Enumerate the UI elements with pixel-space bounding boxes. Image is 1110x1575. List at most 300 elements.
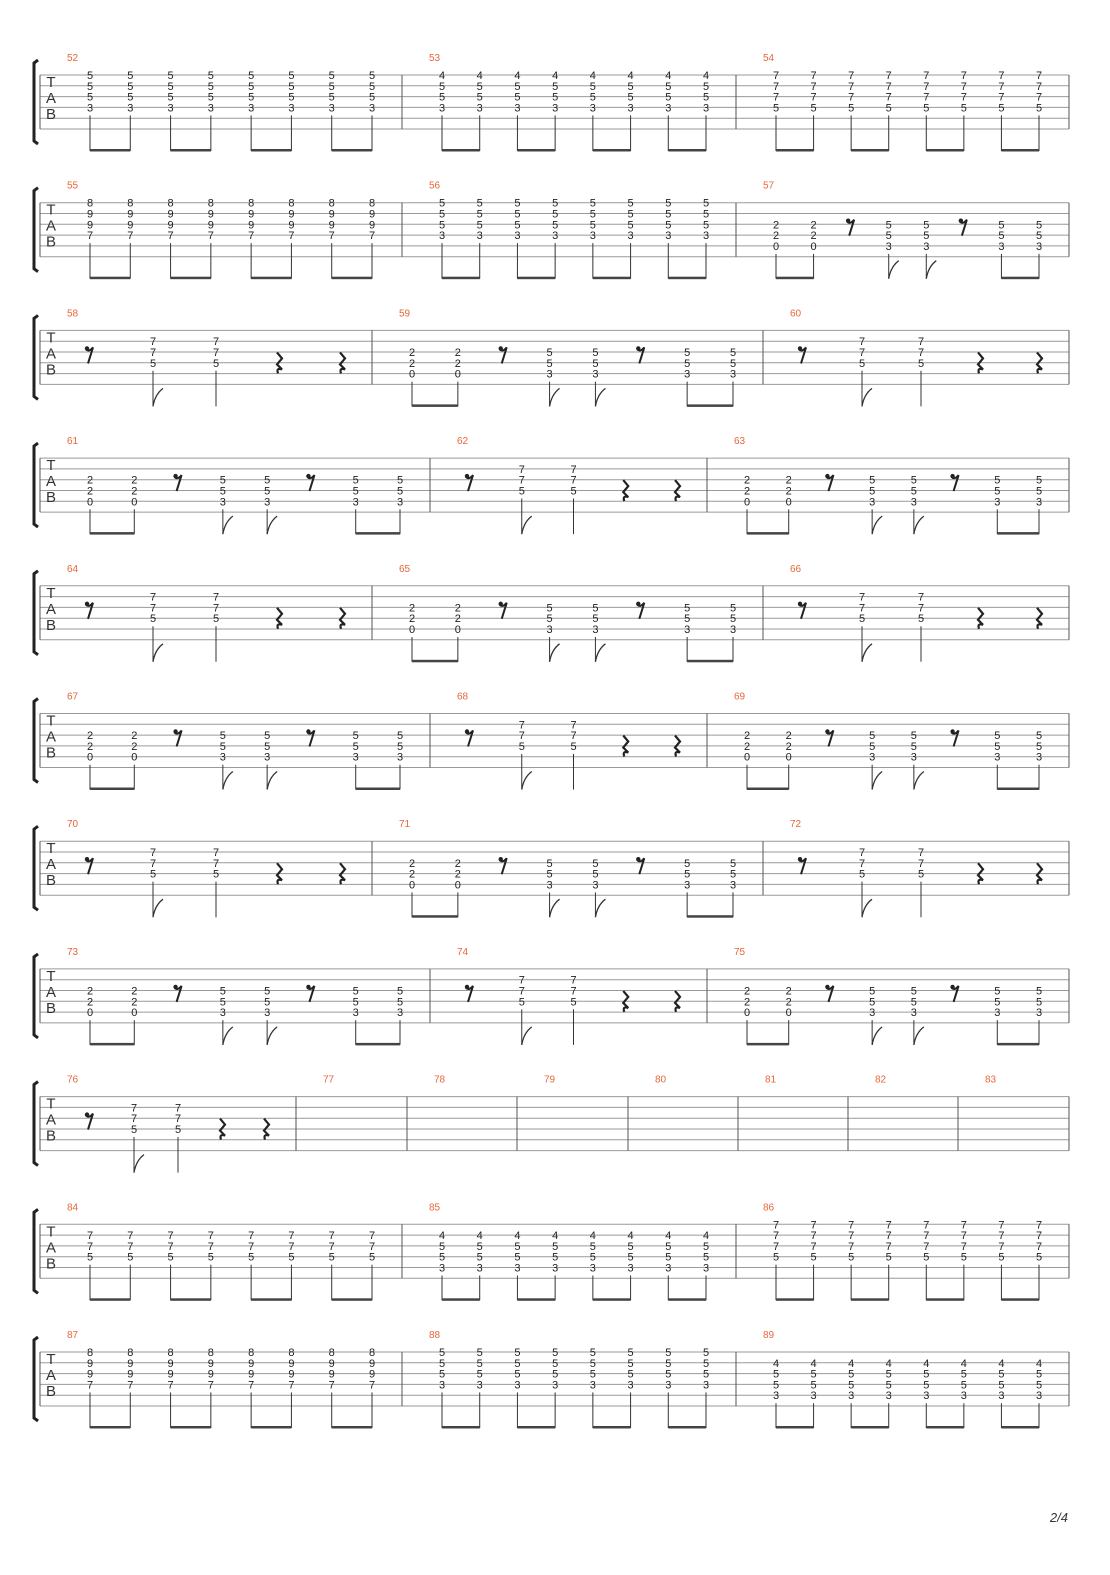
fret-number: 7 — [772, 80, 780, 93]
measure-number: 89 — [763, 1330, 775, 1341]
fret-number: 5 — [207, 70, 214, 82]
tab-clef-letter: T — [46, 1095, 56, 1113]
fret-number: 5 — [665, 91, 672, 104]
fret-number: 3 — [396, 496, 404, 509]
fret-number: 5 — [288, 70, 295, 82]
fret-number: 0 — [743, 496, 751, 509]
fret-number: 5 — [665, 208, 672, 221]
fret-number: 5 — [885, 1368, 892, 1381]
fret-number: 0 — [785, 496, 792, 509]
fret-number: 0 — [743, 1007, 751, 1020]
fret-number: 7 — [998, 91, 1005, 104]
fret-number: 7 — [86, 1240, 94, 1253]
fret-number: 7 — [368, 230, 376, 243]
fret-number: 3 — [702, 230, 710, 243]
fret-number: 5 — [869, 740, 876, 753]
fret-number: 2 — [408, 613, 416, 626]
fret-number: 9 — [328, 219, 335, 232]
fret-number: 9 — [248, 208, 255, 221]
fret-number: 5 — [994, 474, 1001, 487]
fret-number: 5 — [729, 357, 737, 370]
fret-number: 5 — [127, 70, 134, 82]
eighth-rest-dot — [636, 857, 640, 861]
fret-number: 5 — [729, 613, 737, 626]
fret-number: 7 — [772, 1240, 780, 1253]
eighth-rest-dot — [846, 219, 850, 223]
fret-number: 3 — [264, 1007, 271, 1020]
fret-number: 3 — [552, 230, 559, 243]
fret-number: 7 — [130, 1102, 138, 1115]
tab-clef-letter: B — [45, 361, 57, 379]
fret-number: 3 — [869, 496, 876, 509]
fret-number: 5 — [514, 1251, 521, 1264]
fret-number: 5 — [396, 730, 404, 743]
fret-number: 7 — [810, 91, 817, 104]
fret-number: 7 — [518, 474, 525, 487]
fret-number: 8 — [167, 197, 174, 210]
fret-number: 7 — [368, 1240, 376, 1253]
tab-clef-letter: T — [46, 840, 56, 858]
fret-number: 3 — [627, 102, 634, 115]
fret-number: 5 — [729, 868, 737, 881]
fret-number: 7 — [998, 1230, 1005, 1243]
fret-number: 3 — [219, 496, 226, 509]
note-beam — [747, 532, 789, 535]
note-beam — [90, 788, 134, 791]
note-flag — [914, 1027, 924, 1045]
fret-number: 7 — [1035, 1219, 1043, 1232]
fret-number: 5 — [627, 1347, 634, 1359]
fret-number: 5 — [352, 996, 359, 1009]
tab-clef-letter: A — [45, 345, 57, 363]
fret-number: 3 — [729, 879, 737, 892]
fret-number: 7 — [212, 336, 220, 349]
fret-number: 0 — [454, 879, 461, 892]
fret-number: 9 — [248, 1368, 255, 1381]
fret-number: 7 — [1035, 1240, 1043, 1253]
fret-number: 7 — [998, 70, 1005, 82]
fret-number: 5 — [518, 485, 525, 498]
fret-number: 0 — [454, 368, 461, 381]
note-flag — [267, 516, 277, 534]
fret-number: 9 — [328, 208, 335, 221]
fret-number: 9 — [288, 1357, 295, 1370]
fret-number: 5 — [702, 1357, 710, 1370]
tab-system — [34, 1075, 1069, 1173]
fret-number: 3 — [219, 751, 226, 764]
note-beam — [90, 149, 130, 152]
fret-number: 5 — [396, 985, 404, 998]
fret-number: 5 — [570, 485, 577, 498]
fret-number: 4 — [702, 1230, 710, 1243]
fret-number: 4 — [476, 1230, 483, 1243]
fret-number: 9 — [127, 208, 134, 221]
fret-number: 5 — [518, 996, 525, 1009]
fret-number: 9 — [288, 1368, 295, 1381]
fret-number: 5 — [665, 1368, 672, 1381]
fret-number: 5 — [1035, 485, 1043, 498]
fret-number: 0 — [408, 624, 416, 636]
fret-number: 7 — [328, 230, 335, 243]
tab-clef-letter: T — [46, 967, 56, 985]
fret-number: 7 — [570, 730, 577, 743]
fret-number: 3 — [352, 751, 359, 764]
tab-clef-letter: A — [45, 600, 57, 618]
fret-number: 7 — [212, 591, 220, 604]
eighth-rest-dot — [173, 474, 177, 478]
fret-number: 3 — [665, 1379, 672, 1392]
measure-number: 65 — [399, 563, 411, 575]
fret-number: 5 — [546, 602, 553, 615]
fret-number: 5 — [570, 996, 577, 1009]
fret-number: 5 — [438, 1251, 446, 1264]
system-bracket — [34, 443, 38, 527]
fret-number: 5 — [86, 1251, 94, 1264]
tab-system — [34, 1202, 1069, 1301]
fret-number: 5 — [592, 613, 599, 626]
fret-number: 8 — [127, 1347, 134, 1359]
fret-number: 4 — [810, 1357, 817, 1370]
fret-number: 9 — [86, 208, 94, 221]
note-beam — [926, 1298, 964, 1301]
fret-number: 5 — [848, 1251, 855, 1264]
fret-number: 7 — [848, 1240, 855, 1253]
fret-number: 8 — [248, 197, 255, 210]
fret-number: 5 — [665, 1251, 672, 1264]
fret-number: 9 — [167, 1368, 174, 1381]
fret-number: 5 — [328, 91, 335, 104]
fret-number: 5 — [665, 1347, 672, 1359]
eighth-rest-dot — [85, 346, 89, 350]
fret-number: 8 — [86, 1347, 94, 1359]
fret-number: 3 — [592, 879, 599, 892]
fret-number: 5 — [167, 70, 174, 82]
note-flag — [153, 899, 163, 917]
measure-number: 76 — [67, 1074, 79, 1086]
fret-number: 5 — [149, 613, 157, 626]
fret-number: 7 — [328, 1240, 335, 1253]
eighth-rest-dot — [499, 602, 503, 606]
fret-number: 3 — [438, 1379, 446, 1392]
fret-number: 5 — [570, 740, 577, 753]
fret-number: 5 — [729, 602, 737, 615]
fret-number: 3 — [589, 102, 596, 115]
fret-number: 2 — [86, 474, 94, 487]
fret-number: 7 — [858, 847, 866, 859]
fret-number: 7 — [127, 230, 134, 243]
note-beam — [90, 1298, 130, 1301]
note-beam — [517, 149, 555, 152]
eighth-rest-dot — [798, 602, 802, 606]
fret-number: 3 — [684, 879, 691, 892]
fret-number: 3 — [352, 1007, 359, 1020]
fret-number: 7 — [212, 857, 220, 870]
fret-number: 7 — [328, 1379, 335, 1392]
measure-number: 55 — [67, 180, 79, 192]
fret-number: 5 — [994, 730, 1001, 743]
fret-number: 7 — [848, 80, 855, 93]
fret-number: 5 — [1035, 1251, 1043, 1264]
fret-number: 5 — [1035, 985, 1043, 998]
fret-number: 4 — [627, 70, 634, 82]
fret-number: 5 — [684, 868, 691, 881]
note-beam — [332, 1426, 372, 1429]
fret-number: 8 — [207, 197, 214, 210]
measure-number: 62 — [457, 436, 469, 448]
fret-number: 5 — [923, 1379, 930, 1392]
fret-number: 5 — [476, 80, 483, 93]
fret-number: 5 — [514, 1357, 521, 1370]
fret-number: 3 — [627, 1379, 634, 1392]
note-flag — [522, 772, 532, 790]
tab-clef-letter: B — [45, 1383, 57, 1400]
fret-number: 5 — [476, 1251, 483, 1264]
fret-number: 5 — [264, 730, 271, 743]
note-beam — [171, 1426, 211, 1429]
note-beam — [251, 277, 291, 280]
fret-number: 9 — [167, 1357, 174, 1370]
fret-number: 2 — [785, 740, 792, 753]
fret-number: 5 — [174, 1124, 182, 1136]
note-beam — [926, 1426, 964, 1429]
fret-number: 3 — [328, 102, 335, 115]
fret-number: 5 — [86, 70, 94, 82]
fret-number: 3 — [396, 1007, 404, 1020]
tab-clef-letter: A — [45, 90, 57, 107]
fret-number: 5 — [514, 91, 521, 104]
measure-number: 73 — [67, 946, 79, 958]
fret-number: 5 — [264, 485, 271, 498]
fret-number: 3 — [592, 624, 599, 636]
fret-number: 7 — [998, 1219, 1005, 1232]
fret-number: 5 — [923, 230, 930, 243]
system-bracket — [34, 188, 38, 272]
fret-number: 3 — [264, 496, 271, 509]
fret-number: 4 — [702, 70, 710, 82]
fret-number: 3 — [885, 1390, 892, 1403]
fret-number: 9 — [248, 219, 255, 232]
fret-number: 9 — [288, 208, 295, 221]
fret-number: 7 — [917, 602, 925, 615]
tab-system — [34, 692, 1069, 791]
fret-number: 3 — [1035, 1007, 1043, 1020]
fret-number: 3 — [546, 368, 553, 381]
fret-number: 3 — [627, 230, 634, 243]
note-beam — [668, 1426, 706, 1429]
fret-number: 3 — [869, 1007, 876, 1020]
note-beam — [412, 660, 458, 663]
fret-number: 3 — [288, 102, 295, 115]
fret-number: 5 — [810, 1379, 817, 1392]
note-beam — [593, 277, 631, 280]
note-flag — [862, 899, 872, 917]
fret-number: 3 — [514, 1379, 521, 1392]
note-beam — [997, 1043, 1039, 1046]
fret-number: 5 — [998, 1379, 1005, 1392]
fret-number: 7 — [810, 1240, 817, 1253]
fret-number: 9 — [127, 1368, 134, 1381]
fret-number: 3 — [729, 368, 737, 381]
fret-number: 0 — [772, 240, 780, 253]
fret-number: 7 — [248, 1240, 255, 1253]
fret-number: 5 — [352, 740, 359, 753]
fret-number: 5 — [869, 985, 876, 998]
fret-number: 7 — [998, 1240, 1005, 1253]
fret-number: 8 — [167, 1347, 174, 1359]
note-beam — [593, 149, 631, 152]
fret-number: 7 — [998, 80, 1005, 93]
eighth-rest-dot — [798, 346, 802, 350]
fret-number: 3 — [684, 368, 691, 381]
tab-clef-letter: T — [46, 329, 56, 347]
note-beam — [251, 1426, 291, 1429]
fret-number: 7 — [127, 1240, 134, 1253]
fret-number: 5 — [923, 219, 930, 232]
fret-number: 5 — [702, 208, 710, 221]
fret-number: 5 — [998, 1368, 1005, 1381]
note-beam — [442, 149, 480, 152]
note-flag — [872, 772, 882, 790]
tab-system — [34, 308, 1069, 407]
fret-number: 7 — [960, 70, 967, 82]
measure-number: 80 — [655, 1074, 667, 1086]
fret-number: 3 — [476, 1262, 483, 1275]
note-flag — [926, 261, 936, 279]
fret-number: 7 — [149, 602, 157, 615]
fret-number: 5 — [627, 1368, 634, 1381]
tab-clef-letter: A — [45, 1111, 57, 1129]
fret-number: 5 — [352, 485, 359, 498]
fret-number: 3 — [264, 751, 271, 764]
fret-number: 5 — [546, 857, 553, 870]
fret-number: 7 — [149, 857, 157, 870]
fret-number: 5 — [552, 80, 559, 93]
system-bracket — [34, 1082, 38, 1166]
fret-number: 5 — [438, 1357, 446, 1370]
fret-number: 0 — [131, 1007, 138, 1020]
fret-number: 7 — [885, 1219, 892, 1232]
fret-number: 5 — [264, 740, 271, 753]
fret-number: 7 — [960, 80, 967, 93]
note-beam — [332, 277, 372, 280]
fret-number: 3 — [352, 496, 359, 509]
fret-number: 5 — [702, 219, 710, 232]
fret-number: 7 — [212, 347, 220, 359]
fret-number: 5 — [592, 347, 599, 359]
fret-number: 5 — [207, 91, 214, 104]
fret-number: 5 — [665, 1357, 672, 1370]
fret-number: 0 — [86, 496, 94, 509]
note-beam — [442, 1298, 480, 1301]
note-beam — [593, 1426, 631, 1429]
fret-number: 5 — [212, 613, 220, 626]
tab-clef-letter: A — [45, 728, 57, 746]
fret-number: 5 — [994, 485, 1001, 498]
fret-number: 5 — [627, 1357, 634, 1370]
note-beam — [1001, 277, 1039, 280]
fret-number: 5 — [910, 474, 917, 487]
note-beam — [90, 532, 134, 535]
fret-number: 7 — [288, 1230, 295, 1243]
fret-number: 5 — [869, 730, 876, 743]
note-beam — [668, 149, 706, 152]
measure-number: 63 — [734, 436, 746, 448]
fret-number: 5 — [810, 1368, 817, 1381]
tab-system — [34, 436, 1069, 534]
measure-number: 67 — [67, 691, 79, 703]
fret-number: 5 — [514, 80, 521, 93]
fret-number: 5 — [438, 208, 446, 221]
tab-system — [34, 1330, 1069, 1429]
note-beam — [687, 404, 733, 407]
fret-number: 9 — [207, 219, 214, 232]
fret-number: 5 — [684, 613, 691, 626]
measure-number: 66 — [790, 563, 802, 575]
fret-number: 2 — [743, 740, 751, 753]
fret-number: 3 — [514, 1262, 521, 1275]
fret-number: 5 — [1035, 1379, 1043, 1392]
fret-number: 5 — [917, 613, 925, 626]
fret-number: 7 — [212, 847, 220, 859]
note-beam — [851, 1298, 889, 1301]
fret-number: 2 — [86, 985, 94, 998]
measure-number: 84 — [67, 1202, 79, 1214]
fret-number: 7 — [858, 857, 866, 870]
eighth-rest-dot — [950, 474, 954, 478]
fret-number: 2 — [454, 357, 461, 370]
fret-number: 7 — [885, 91, 892, 104]
fret-number: 3 — [86, 102, 94, 115]
fret-number: 5 — [248, 1251, 255, 1264]
fret-number: 7 — [570, 719, 577, 732]
note-beam — [251, 1298, 291, 1301]
fret-number: 3 — [923, 1390, 930, 1403]
fret-number: 5 — [994, 996, 1001, 1009]
note-beam — [1001, 1426, 1039, 1429]
fret-number: 5 — [994, 740, 1001, 753]
fret-number: 7 — [885, 1230, 892, 1243]
fret-number: 5 — [729, 347, 737, 359]
fret-number: 5 — [923, 102, 930, 115]
fret-number: 3 — [1035, 240, 1043, 253]
fret-number: 7 — [848, 70, 855, 82]
note-beam — [747, 1043, 789, 1046]
fret-number: 9 — [368, 1357, 376, 1370]
fret-number: 8 — [288, 197, 295, 210]
fret-number: 3 — [627, 1262, 634, 1275]
note-beam — [668, 277, 706, 280]
fret-number: 7 — [772, 91, 780, 104]
fret-number: 5 — [998, 219, 1005, 232]
fret-number: 5 — [684, 357, 691, 370]
fret-number: 5 — [552, 219, 559, 232]
fret-number: 7 — [248, 1230, 255, 1243]
fret-number: 5 — [546, 357, 553, 370]
fret-number: 5 — [910, 996, 917, 1009]
fret-number: 5 — [438, 219, 446, 232]
fret-number: 2 — [772, 219, 780, 232]
fret-number: 5 — [1035, 474, 1043, 487]
fret-number: 5 — [130, 1124, 138, 1136]
fret-number: 5 — [207, 80, 214, 93]
fret-number: 7 — [1035, 70, 1043, 82]
fret-number: 2 — [454, 613, 461, 626]
fret-number: 3 — [207, 102, 214, 115]
fret-number: 5 — [589, 80, 596, 93]
tab-clef-letter: B — [45, 744, 57, 762]
fret-number: 7 — [917, 847, 925, 859]
measure-number: 74 — [457, 946, 469, 958]
